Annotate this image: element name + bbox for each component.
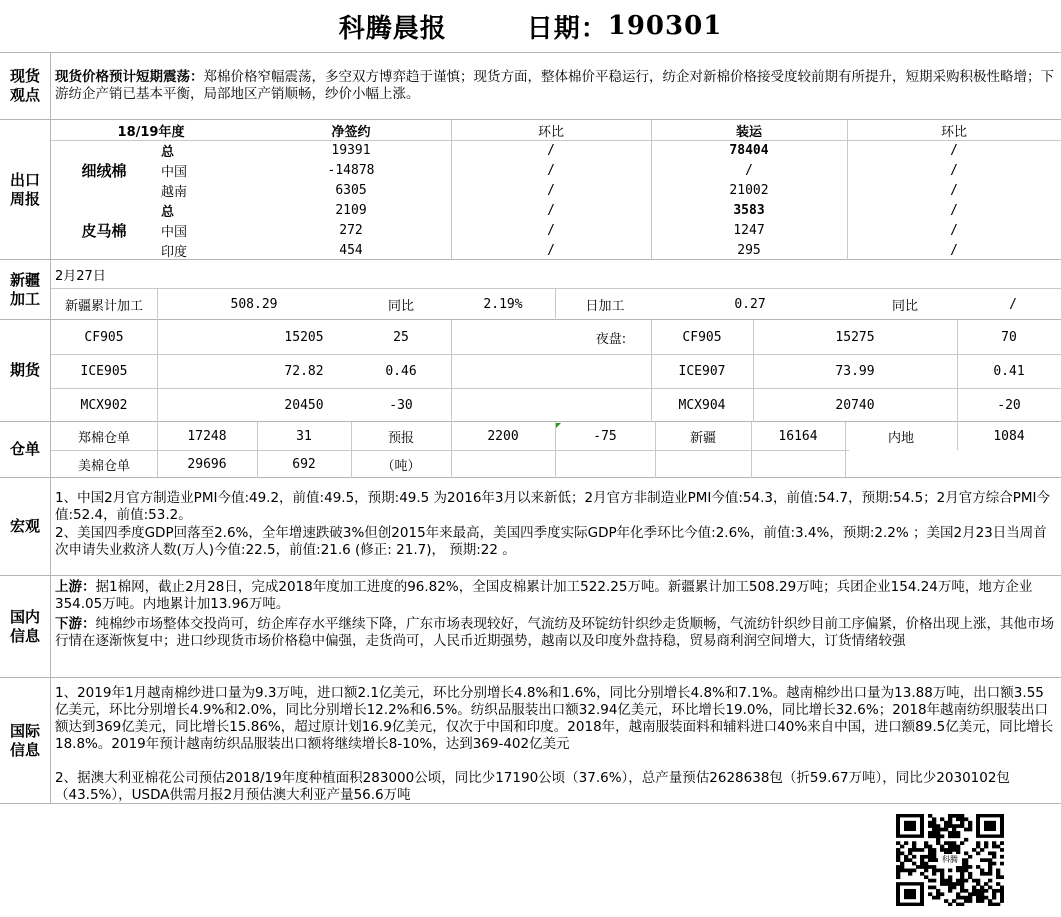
us-warehouse-value: 29696: [187, 457, 227, 472]
upstream-paragraph: [55, 579, 1055, 613]
export-row-sub: 总: [161, 204, 175, 220]
export-header-net: 净签约: [331, 124, 371, 140]
export-row-ship: 21002: [729, 182, 769, 198]
export-row-mom2: /: [950, 242, 958, 258]
export-row-net: 2109: [335, 202, 367, 218]
export-row-net: -14878: [327, 162, 375, 178]
export-row-net: 19391: [331, 142, 371, 158]
futures-day-price: 20450: [284, 397, 324, 413]
export-row-mom1: /: [547, 242, 555, 258]
export-group-name: 皮马棉: [81, 221, 127, 240]
xinjiang-date: 2月27日: [55, 268, 106, 284]
futures-night-price: 73.99: [835, 363, 875, 379]
spot-section: [0, 52, 1061, 120]
export-row-ship: 295: [737, 242, 761, 258]
section-label-export: 出口 周报: [0, 120, 51, 259]
export-row-sub: 越南: [161, 184, 188, 200]
inland-receipt-label: 内地: [887, 430, 914, 446]
zheng-warehouse-change: 31: [296, 428, 312, 444]
export-row-net: 6305: [335, 182, 367, 198]
macro-section: [0, 478, 1061, 576]
export-row-ship: 3583: [733, 202, 765, 218]
forecast-value: 2200: [487, 428, 519, 444]
export-row-net: 272: [339, 222, 363, 238]
inland-receipt-value: 1084: [993, 428, 1025, 444]
export-row-mom2: /: [950, 222, 958, 238]
futures-day-code: MCX902: [80, 397, 128, 413]
xinjiang-daily-value: 0.27: [734, 297, 766, 312]
futures-table: [51, 320, 1061, 421]
spot-lead: 现货价格预计短期震荡：: [55, 69, 204, 85]
warehouse-section: [0, 422, 1061, 478]
xinjiang-section: [0, 260, 1061, 320]
futures-night-chg: 0.41: [993, 363, 1025, 379]
us-warehouse-change: 692: [292, 457, 316, 472]
export-row-mom1: /: [547, 202, 555, 218]
export-row-sub: 印度: [161, 244, 188, 260]
date-label: 日期：: [526, 13, 608, 44]
xinjiang-yoy2-value: /: [1009, 297, 1017, 312]
export-row-net: 454: [339, 242, 363, 258]
xinjiang-yoy-value: 2.19%: [483, 297, 523, 312]
us-warehouse-label: 美棉仓单: [77, 459, 130, 474]
export-row-sub: 总: [161, 144, 175, 160]
export-header-ship: 装运: [735, 124, 762, 140]
futures-night-code: CF905: [682, 329, 722, 345]
qr-code: [896, 814, 1004, 906]
export-row-mom1: /: [547, 182, 555, 198]
international-paragraph-1: 1、2019年1月越南棉纱进口量为9.3万吨，进口额2.1亿美元，环比分别增长4.8%和1.6%，同比分别增长4.8%和7.1%。越南棉纱出口量为13.88万吨，出口额3.55亿美元，环比分别增长4.9%和2.0%，同比分别增长12.2%和6.5%。纺织品服装出口额32.94亿美元，环比增长19.0%，同比增长32.6%；2018年越南纺织服装出口额达到369亿美元，同比增长15.86%，超过原计划16.9亿美元，仅次于中国和印度。2018年，越南服装面料和辅料进口40%来自中国，进口额89.5亿美元，同比增长18.8%。2019年预计越南纺织品服装出口额将继续增长8-10%，达到369-402亿美元: [55, 685, 1054, 752]
futures-day-price: 15205: [284, 329, 324, 345]
xinjiang-cum-value: 508.29: [230, 297, 278, 312]
spot-paragraph: [55, 69, 1055, 103]
futures-night-code: ICE907: [678, 363, 726, 379]
export-section: [0, 120, 1061, 260]
macro-paragraph-2: 2、美国四季度GDP回落至2.6%，全年增速跌破3%但创2015年来最高，美国四季度实际GDP年化季环比今值:2.6%，前值:3.4%，预期:2.2% ；美国2月23日当周首次申请失业救济人数(万人)今值:22.5，前值:21.6 (修正: 21.7)， 预期:22 。: [55, 525, 1047, 558]
downstream-text: 纯棉纱市场整体交投尚可，纺企库存水平继续下降，广东市场表现较好，气流纺及环锭纺针织纱走货顺畅，气流纺针织纱目前工序偏紧，价格出现上涨，其他市场行情在逐渐恢复中；进口纱现货市场价格稳中偏强，走货尚可，人民币近期强势，越南以及印度外盘持稳，贸易商利润空间增大，订货情绪较强: [55, 616, 1054, 649]
export-row-ship: 78404: [729, 142, 769, 158]
upstream-lead: 上游：: [55, 579, 96, 595]
export-table: [51, 120, 1061, 259]
xinjiang-receipt-value: 16164: [778, 428, 818, 444]
domestic-section: [0, 576, 1061, 678]
date-value: 190301: [607, 11, 723, 41]
report-header: [0, 0, 1061, 53]
export-header-mom1: 环比: [537, 124, 564, 140]
futures-night-code: MCX904: [678, 397, 726, 413]
export-row-mom2: /: [950, 182, 958, 198]
section-label-xinjiang: 新疆 加工: [0, 260, 51, 319]
export-row-sub: 中国: [161, 224, 188, 240]
qr-center-logo: 科腾: [938, 854, 962, 866]
export-header-mom2: 环比: [940, 124, 967, 140]
xinjiang-receipt-label: 新疆: [689, 430, 716, 446]
xinjiang-yoy-label: 同比: [387, 299, 414, 314]
futures-night-chg: 70: [1001, 329, 1017, 345]
export-row-mom1: /: [547, 142, 555, 158]
upstream-text: 据1棉网，截止2月28日，完成2018年度加工进度的96.82%，全国皮棉累计加工522.25万吨。新疆累计加工508.29万吨；兵团企业154.24万吨，地方企业354.05万吨。内地累计加13.96万吨。: [55, 579, 1033, 612]
zheng-warehouse-label: 郑棉仓单: [77, 430, 130, 446]
section-label-warehouse: 仓单: [0, 422, 51, 477]
export-row-ship: /: [745, 162, 753, 178]
futures-day-chg: 0.46: [385, 363, 417, 379]
unit-label: （吨）: [381, 459, 421, 474]
xinjiang-cum-label: 新疆累计加工: [64, 299, 143, 314]
export-header-year: 18/19年度: [117, 124, 185, 140]
xinjiang-daily-label: 日加工: [585, 299, 625, 314]
forecast-change: -75: [593, 428, 617, 444]
section-label-international: 国际 信息: [0, 678, 51, 803]
futures-day-price: 72.82: [284, 363, 324, 379]
export-row-mom1: /: [547, 222, 555, 238]
section-label-futures: 期货: [0, 320, 51, 421]
forecast-label: 预报: [387, 430, 414, 446]
export-group-name: 细绒棉: [81, 161, 127, 180]
export-row-sub: 中国: [161, 164, 188, 180]
export-row-ship: 1247: [733, 222, 765, 238]
comment-marker: [556, 423, 561, 428]
futures-night-price: 15275: [835, 329, 875, 345]
downstream-lead: 下游：: [55, 616, 96, 632]
section-label-spot: 现货 观点: [0, 52, 51, 119]
international-section: [0, 678, 1061, 804]
futures-section: [0, 320, 1061, 422]
xinjiang-yoy2-label: 同比: [891, 299, 918, 314]
night-session-label: 夜盘:: [595, 331, 627, 347]
international-paragraph-2: 2、据澳大利亚棉花公司预估2018/19年度种植面积283000公顷，同比少17190公顷（37.6%），总产量预估2628638包（折59.67万吨），同比少2030102包（43.5%），USDA供需月报2月预估澳大利亚产量56.6万吨: [55, 770, 1010, 803]
futures-night-price: 20740: [835, 397, 875, 413]
futures-day-chg: -30: [389, 397, 413, 413]
downstream-paragraph: [55, 616, 1055, 650]
export-row-mom1: /: [547, 162, 555, 178]
section-label-macro: 宏观: [0, 478, 51, 575]
futures-night-chg: -20: [997, 397, 1021, 413]
section-label-domestic: 国内 信息: [0, 576, 51, 677]
spot-text: 郑棉价格窄幅震荡，多空双方博弈趋于谨慎；现货方面，整体棉价平稳运行，纺企对新棉价格接受度较前期有所提升，短期采购积极性略增；下游纺企产销已基本平衡，局部地区产销顺畅，纱价小幅上涨。: [55, 69, 1054, 102]
brand-title: 科腾晨报: [338, 13, 447, 44]
futures-day-code: ICE905: [80, 363, 128, 379]
macro-paragraph-1: 1、中国2月官方制造业PMI今值:49.2，前值:49.5，预期:49.5 为2016年3月以来新低；2月官方非制造业PMI今值:54.3，前值:54.7，预期:54.5；2月官方综合PMI今值:52.4，前值:53.2。: [55, 490, 1051, 523]
export-row-mom2: /: [950, 202, 958, 218]
zheng-warehouse-value: 17248: [187, 428, 227, 444]
futures-day-chg: 25: [393, 329, 409, 345]
export-row-mom2: /: [950, 142, 958, 158]
futures-day-code: CF905: [84, 329, 124, 345]
export-row-mom2: /: [950, 162, 958, 178]
